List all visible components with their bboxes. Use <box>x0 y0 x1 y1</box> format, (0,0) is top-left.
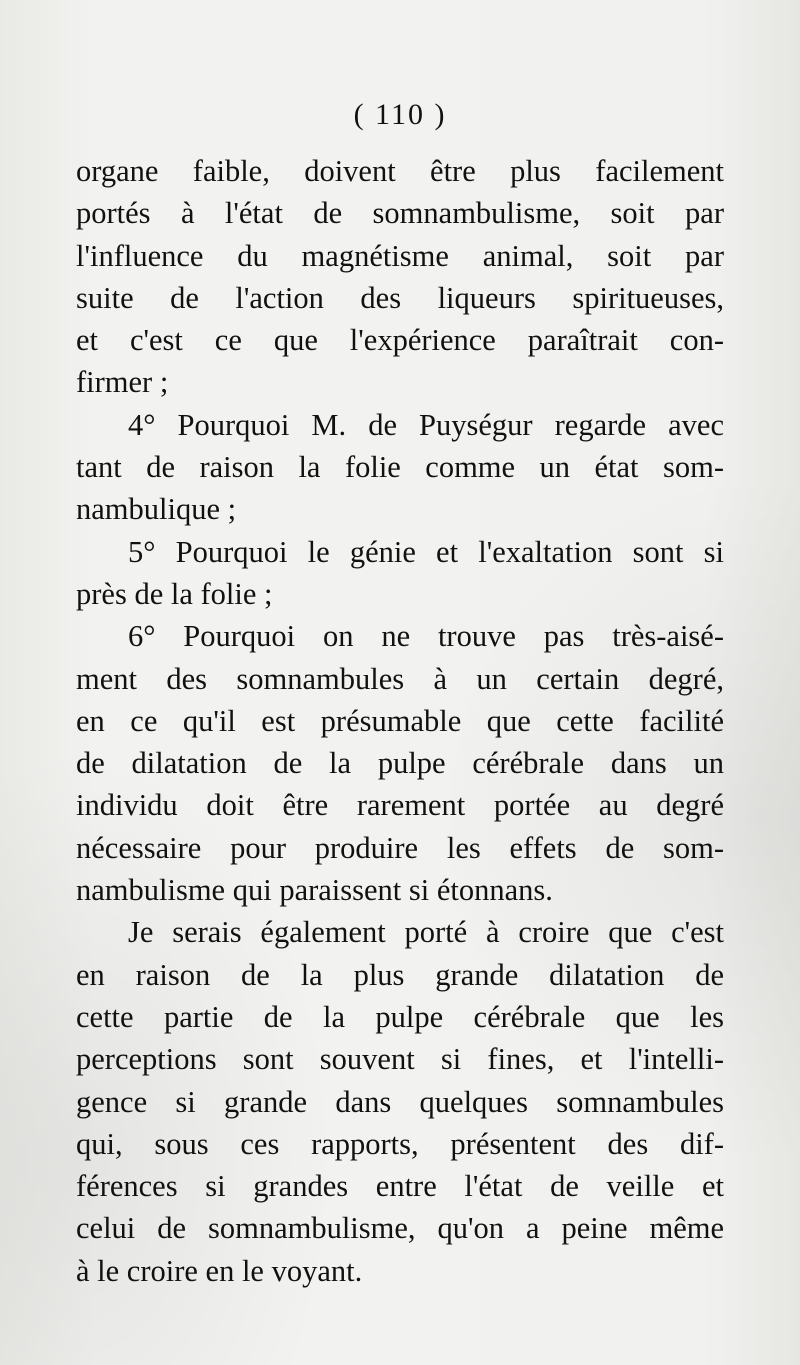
text-line: individu doit être rarement portée au degré <box>76 788 724 823</box>
text-line: perceptions sont souvent si fines, et l'intelli- <box>76 1042 724 1077</box>
text-line: suite de l'action des liqueurs spiritueuses, <box>76 280 724 315</box>
text-line: firmer ; <box>76 365 169 400</box>
text-line: organe faible, doivent être plus facilement <box>76 154 724 188</box>
text-line: 4° Pourquoi M. de Puységur regarde avec <box>128 407 724 442</box>
text-line: cette partie de la pulpe cérébrale que les <box>76 999 724 1034</box>
text-line: à le croire en le voyant. <box>76 1253 363 1288</box>
text-line: nambulique ; <box>76 492 237 527</box>
text-line: ment des somnambules à un certain degré, <box>76 661 724 696</box>
text-line: tant de raison la folie comme un état som- <box>76 450 724 485</box>
text-line: près de la folie ; <box>76 576 273 611</box>
text-line: Je serais également porté à croire que c'est <box>128 915 724 950</box>
text-line: nambulisme qui paraissent si étonnans. <box>76 873 553 908</box>
text-line: celui de somnambulisme, qu'on a peine même <box>76 1211 724 1246</box>
page-number: ( 110 ) <box>353 98 447 131</box>
text-line: nécessaire pour produire les effets de som- <box>76 830 724 865</box>
text-line: férences si grandes entre l'état de veille et <box>76 1169 724 1204</box>
text-line: gence si grande dans quelques somnambules <box>76 1084 724 1119</box>
text-line: l'influence du magnétisme animal, soit par <box>76 238 724 273</box>
text-line: de dilatation de la pulpe cérébrale dans un <box>76 746 724 781</box>
text-line: qui, sous ces rapports, présentent des dif- <box>76 1126 724 1161</box>
text-line: en ce qu'il est présumable que cette facilité <box>76 703 724 738</box>
text-line: 5° Pourquoi le génie et l'exaltation sont si <box>128 534 724 569</box>
text-line: 6° Pourquoi on ne trouve pas très-aisé- <box>128 619 724 654</box>
body-text <box>76 150 724 1292</box>
text-line: portés à l'état de somnambulisme, soit par <box>76 196 724 231</box>
text-line: et c'est ce que l'expérience paraîtrait con- <box>76 323 724 358</box>
text-line: en raison de la plus grande dilatation de <box>76 957 724 992</box>
